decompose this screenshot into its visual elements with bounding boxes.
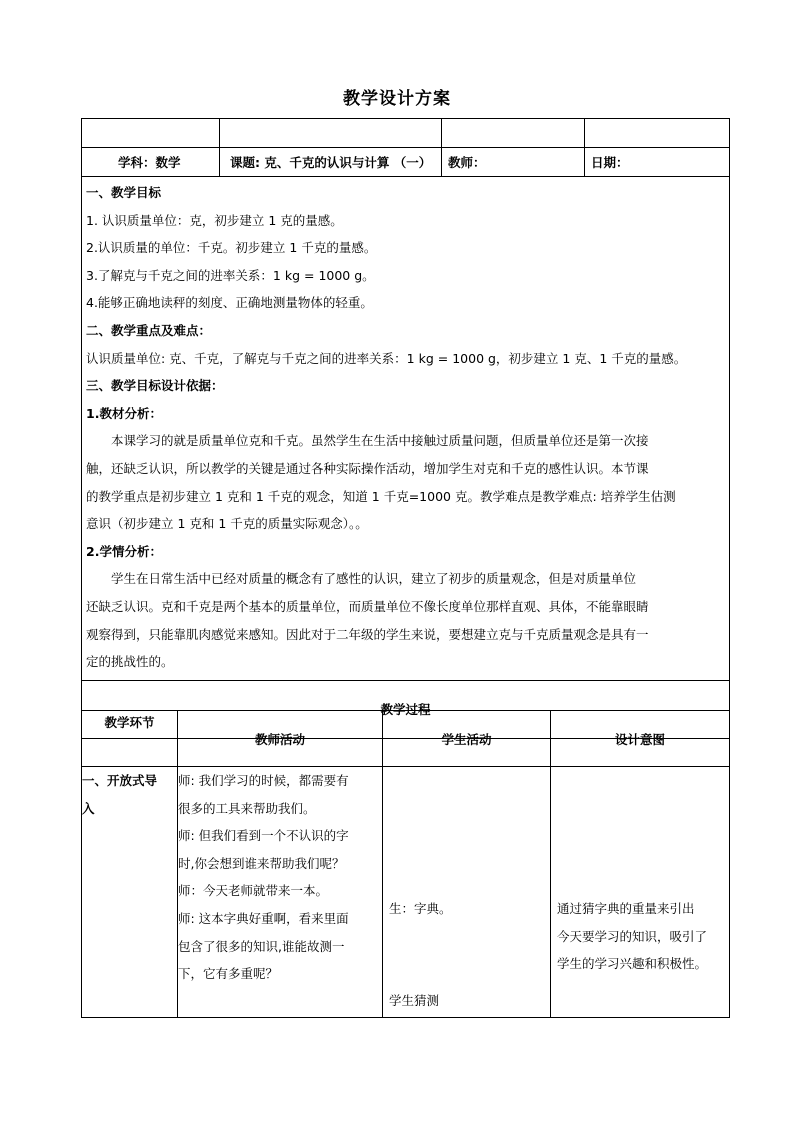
content-cell [82,177,730,681]
blank-cell [220,119,442,148]
teacher-line: 包含了很多的知识,谁能故测一 [178,938,345,954]
header-student: 学生活动 [383,711,551,767]
material-line: 的教学重点是初步建立 1 克和 1 千克的观念，知道 1 千克=1000 克。教学难点是教学难点: 培养学生估测 [86,488,676,504]
intent-line: 学生的学习兴趣和积极性。 [557,956,708,972]
student-line: 定的挑战性的。 [86,654,174,670]
plan-info-table [81,118,730,739]
subject-cell: 学科：数学 [82,148,220,177]
topic-cell: 课题: 克、千克的认识与计算 （一） [220,148,442,177]
key-text: 认识质量单位: 克、千克，了解克与千克之间的进率关系：1 kg = 1000 g，初步建立 1 克、1 千克的量感。 [86,350,687,366]
date-cell: 日期： [585,148,730,177]
content-row [82,177,730,681]
material-heading: 1.教材分析： [86,405,162,421]
teacher-line: 师：今天老师就带来一本。 [178,883,329,899]
basis-heading: 三、教学目标设计依据： [86,378,224,394]
stage-line: 入 [82,800,95,816]
student-line: 观察得到，只能靠肌肉感觉来感知。因此对于二年级的学生来说，要想建立克与千克质量观念是具有一 [86,626,649,642]
student-activity-cell [383,767,551,1018]
goal-item: 2.认识质量的单位：千克。初步建立 1 千克的量感。 [86,240,377,256]
stage-line: 一、开放式导 [82,773,158,788]
intent-line: 通过猜字典的重量来引出 [557,901,695,916]
intent-line: 今天要学习的知识，吸引了 [557,928,708,944]
info-row [82,148,730,177]
teacher-line: 时,你会想到谁来帮助我们呢？ [178,855,345,871]
process-header-row [82,711,730,767]
design-intent-cell [551,767,730,1018]
teacher-line: 师: 我们学习的时候，都需要有 [178,773,349,788]
teacher-cell: 教师： [442,148,585,177]
goals-heading: 一、教学目标 [86,185,162,200]
process-title: 教学过程 [82,680,730,738]
document-title: 教学设计方案 [343,89,451,109]
teacher-line: 师: 这本字典好重啊，看来里面 [178,910,349,926]
student-line: 学生在日常生活中已经对质量的概念有了感性的认识，建立了初步的质量观念，但是对质量单位 [111,571,637,587]
teacher-activity-cell [178,767,383,1018]
goal-item: 4.能够正确地读秤的刻度、正确地测量物体的轻重。 [86,295,373,311]
blank-cell [442,119,585,148]
student-answer: 生：字典。 [389,901,452,916]
header-teacher: 教师活动 [178,711,383,767]
teacher-line: 下，它有多重呢？ [178,966,279,982]
student-heading: 2.学情分析： [86,543,162,559]
stage-cell [82,767,178,1018]
process-row [82,767,730,1018]
key-heading: 二、教学重点及难点： [86,322,212,338]
header-stage: 教学环节 [82,711,178,767]
goal-item: 1. 认识质量单位：克，初步建立 1 克的量感。 [86,212,343,228]
intent-text [557,895,707,978]
student-line: 还缺乏认识。克和千克是两个基本的质量单位，而质量单位不像长度单位那样直观、具体，不能靠眼睛 [86,598,649,614]
goal-item: 3.了解克与千克之间的进率关系：1 kg = 1000 g。 [86,267,375,283]
header-intent: 设计意图 [551,711,730,767]
blank-cell [585,119,730,148]
teacher-line: 很多的工具来帮助我们。 [178,800,316,816]
process-table [81,710,730,1018]
material-line: 意识（初步建立 1 克和 1 千克的质量实际观念）。。 [86,516,368,532]
student-guess: 学生猜测 [389,993,440,1008]
blank-cell [82,119,220,148]
material-line: 触，还缺乏认识，所以教学的关键是通过各种实际操作活动，增加学生对克和千克的感性认识。本节课 [86,460,649,476]
blank-row [82,119,730,148]
teacher-line: 师: 但我们看到一个不认识的字 [178,828,349,844]
material-line: 本课学习的就是质量单位克和千克。虽然学生在生活中接触过质量问题，但质量单位还是第一次接 [111,433,649,449]
